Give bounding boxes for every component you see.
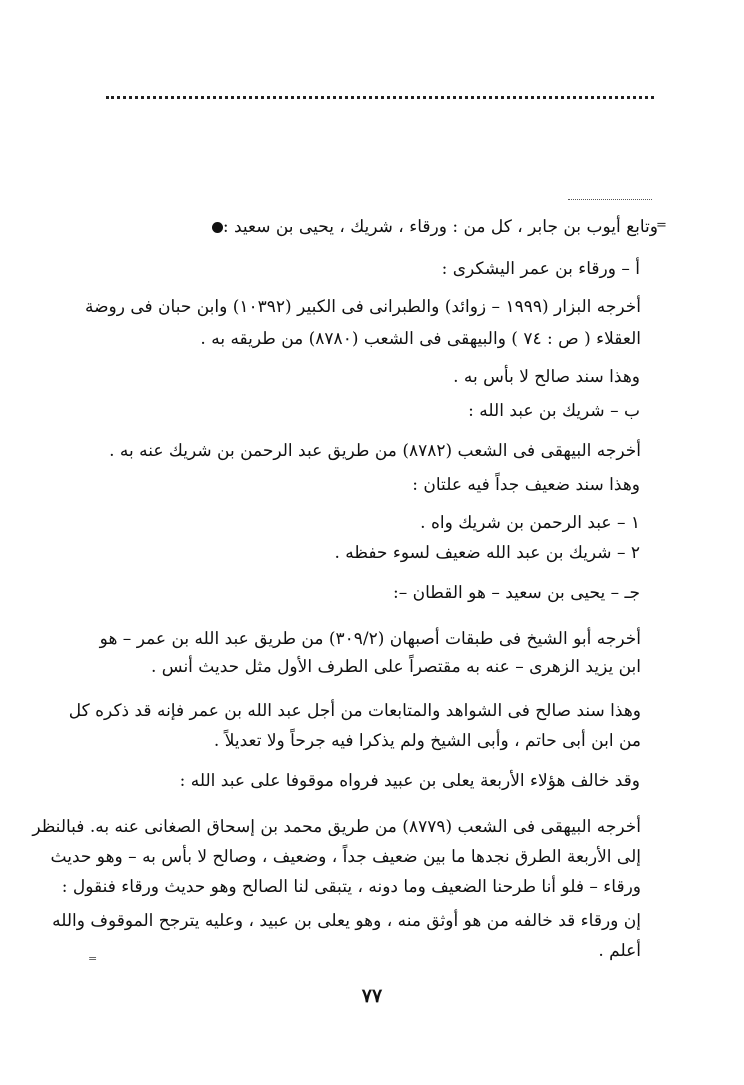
text-line: أعلم . <box>598 941 641 961</box>
text-line: أ – ورقاء بن عمر اليشكرى : <box>441 259 640 279</box>
header-dotted-rule <box>106 96 654 99</box>
text-line: ٢ – شريك بن عبد الله ضعيف لسوء حفظه . <box>334 543 640 563</box>
text-line: ابن يزيد الزهرى – عنه به مقتصراً على الطرف الأول مثل حديث أنس . <box>150 657 641 677</box>
bullet-icon <box>212 222 223 233</box>
continuation-mark-bottom: = <box>88 952 98 965</box>
continuation-mark-top: = <box>656 218 667 233</box>
text-line: من ابن أبى حاتم ، وأبى الشيخ ولم يذكرا فيه جرحاً ولا تعديلاً . <box>213 731 641 751</box>
footnote-dotted-rule <box>568 199 652 200</box>
text-line: ورقاء – فلو أنا طرحنا الضعيف وما دونه ، يتبقى لنا الصالح وهو حديث ورقاء فنقول : <box>61 877 641 897</box>
text-line: إن ورقاء قد خالفه من هو أوثق منه ، وهو يعلى بن عبيد ، وعليه يترجح الموقوف والله <box>52 911 641 931</box>
page-number: ٧٧ <box>361 985 383 1007</box>
text-line: العقلاء ( ص : ٧٤ ) والبيهقى فى الشعب (٨٧٨٠) من طريقه به . <box>200 329 641 349</box>
text-line: وقد خالف هؤلاء الأربعة يعلى بن عبيد فرواه موقوفا على عبد الله : <box>179 771 640 791</box>
text-line: وهذا سند صالح لا بأس به . <box>453 367 640 387</box>
text-line: وهذا سند ضعيف جداً فيه علتان : <box>412 475 640 495</box>
text-line: جـ – يحيى بن سعيد – هو القطان –: <box>393 583 640 603</box>
text-line: أخرجه البيهقى فى الشعب (٨٧٧٩) من طريق محمد بن إسحاق الصغانى عنه به. فبالنظر <box>32 817 641 837</box>
text-line: ١ – عبد الرحمن بن شريك واه . <box>420 513 640 533</box>
text-line: أخرجه البزار (١٩٩٩ – زوائد) والطبرانى فى الكبير (١٠٣٩٢) وابن حبان فى روضة <box>84 297 641 317</box>
text-line: وتابع أيوب بن جابر ، كل من : ورقاء ، شريك ، يحيى بن سعيد : <box>206 216 658 238</box>
text-line: أخرجه أبو الشيخ فى طبقات أصبهان (٣٠٩/٢) من طريق عبد الله بن عمر – هو <box>99 629 641 649</box>
text-line: إلى الأربعة الطرق نجدها ما بين ضعيف جداً ، وضعيف ، وصالح لا بأس به – وهو حديث <box>50 847 641 867</box>
text-line: وهذا سند صالح فى الشواهد والمتابعات من أجل عبد الله بن عمر فإنه قد ذكره كل <box>68 701 641 721</box>
text-line: أخرجه البيهقى فى الشعب (٨٧٨٢) من طريق عبد الرحمن بن شريك عنه به . <box>109 441 641 461</box>
text-line: ب – شريك بن عبد الله : <box>468 401 640 421</box>
